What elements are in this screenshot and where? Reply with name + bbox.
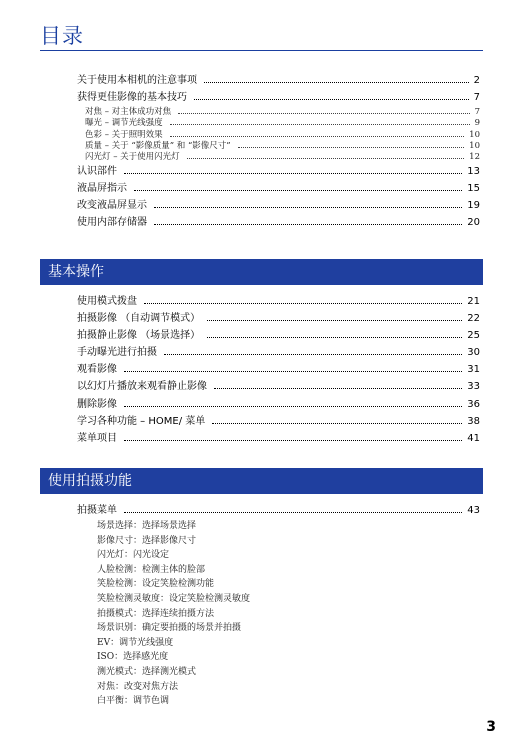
toc-entry-page: 41 (467, 432, 480, 444)
toc-entry[interactable] (77, 163, 480, 180)
toc-entry-label: 拍摄影像 （自动调节模式） (77, 313, 201, 325)
leader-dots (207, 327, 462, 338)
toc-entry-label: 拍摄菜单 (77, 505, 117, 516)
leader-dots (124, 163, 462, 174)
toc-entry-label: 液晶屏指示 (77, 182, 127, 194)
menu-item-description: 拍摄模式：选择连续拍摄方法 (97, 608, 215, 619)
leader-dots (124, 396, 462, 407)
section-header-basic-operations: 基本操作 (40, 259, 483, 285)
leader-dots (194, 89, 469, 100)
toc-entry-page: 31 (467, 364, 480, 376)
toc-entry[interactable] (77, 72, 480, 89)
menu-item-description: 闪光灯：闪光设定 (97, 550, 170, 561)
toc-entry-page: 38 (467, 415, 480, 427)
toc-subentry-page: 12 (469, 152, 480, 163)
toc-subentry-page: 10 (469, 129, 480, 140)
menu-item-description: EV：调节光线强度 (97, 637, 174, 648)
toc-entry[interactable] (77, 214, 480, 231)
section-header-shooting-functions: 使用拍摄功能 (40, 468, 483, 494)
toc-entry-label: 使用内部存储器 (77, 216, 147, 228)
toc-entry[interactable] (77, 327, 480, 344)
menu-item-description: 人脸检测：检测主体的脸部 (97, 564, 206, 575)
menu-item-description: 对焦：改变对焦方法 (97, 681, 179, 692)
leader-dots (204, 72, 469, 83)
toc-entry-label: 学习各种功能 – HOME/ 菜单 (77, 415, 206, 427)
leader-dots (207, 310, 462, 321)
leader-dots (144, 293, 462, 304)
page-number: 3 (486, 719, 496, 735)
toc-subentry[interactable] (77, 140, 480, 151)
toc-subentry[interactable] (77, 151, 480, 162)
toc-entry-page: 43 (467, 505, 480, 516)
menu-item-description: 测光模式：选择测光模式 (97, 667, 197, 678)
toc-entry[interactable] (77, 413, 480, 430)
toc-entry-label: 关于使用本相机的注意事项 (77, 75, 197, 86)
toc-entry-label: 菜单项目 (77, 432, 117, 444)
toc-subentry-label: 对焦 – 对主体成功对焦 (85, 107, 172, 118)
toc-entry[interactable] (77, 89, 480, 106)
menu-item-description: 笑脸检测灵敏度：设定笑脸检测灵敏度 (97, 594, 251, 605)
toc-entry-label: 删除影像 (77, 398, 117, 410)
toc-subentry-label: 闪光灯 – 关于使用闪光灯 (85, 152, 180, 163)
toc-entry-page: 33 (467, 381, 480, 393)
leader-dots (170, 117, 470, 125)
toc-subentry-label: 色彩 – 关于照明效果 (85, 129, 163, 140)
toc-section-2 (77, 293, 480, 447)
toc-entry-label: 使用模式拨盘 (77, 296, 137, 307)
toc-entry-page: 15 (467, 182, 480, 194)
toc-subentry[interactable] (77, 129, 480, 140)
toc-subentry[interactable] (77, 117, 480, 128)
toc-subentry-page: 9 (474, 118, 480, 129)
toc-entry-page: 19 (467, 199, 480, 211)
menu-item-description: 影像尺寸：选择影像尺寸 (97, 535, 197, 546)
menu-item-description: 白平衡：调节色调 (97, 696, 170, 707)
leader-dots (124, 430, 462, 441)
toc-subentry-label: 曝光 – 调节光线强度 (85, 118, 163, 129)
leader-dots (154, 214, 462, 225)
toc-entry[interactable] (77, 361, 480, 378)
toc-entry-page: 22 (467, 313, 480, 325)
menu-item-description: 场景识别：确定要拍摄的场景并拍摄 (97, 623, 242, 634)
toc-entry-page: 30 (467, 347, 480, 359)
toc-entry-page: 7 (473, 92, 480, 104)
leader-dots (134, 180, 462, 191)
page-title: 目录 (40, 24, 84, 48)
toc-entry[interactable] (77, 502, 480, 519)
leader-dots (124, 502, 462, 513)
toc-subentry-page: 7 (474, 107, 480, 118)
toc-entry-label: 改变液晶屏显示 (77, 199, 147, 211)
leader-dots (178, 106, 469, 114)
toc-entry[interactable] (77, 344, 480, 361)
toc-entry[interactable] (77, 378, 480, 395)
leader-dots (214, 378, 462, 389)
leader-dots (124, 361, 462, 372)
toc-entry-page: 20 (467, 216, 480, 228)
toc-entry-label: 以幻灯片播放来观看静止影像 (77, 381, 207, 393)
toc-entry[interactable] (77, 430, 480, 447)
toc-entry-label: 手动曝光进行拍摄 (77, 347, 157, 359)
toc-subentry-label: 质量 – 关于 “影像质量” 和 “影像尺寸” (85, 141, 231, 152)
toc-entry-page: 21 (467, 296, 480, 307)
toc-section-1 (77, 72, 480, 231)
toc-entry-page: 13 (467, 165, 480, 177)
leader-dots (170, 129, 465, 137)
leader-dots (164, 344, 462, 355)
toc-entry-label: 获得更佳影像的基本技巧 (77, 92, 187, 104)
toc-entry-label: 拍摄静止影像 （场景选择） (77, 330, 201, 342)
toc-entry-page: 2 (473, 75, 480, 86)
menu-item-description: 笑脸检测：设定笑脸检测功能 (97, 579, 215, 590)
toc-entry-page: 36 (467, 398, 480, 410)
toc-entry-page: 25 (467, 330, 480, 342)
leader-dots (212, 413, 462, 424)
leader-dots (187, 151, 465, 159)
leader-dots (238, 140, 465, 148)
toc-entry[interactable] (77, 197, 480, 214)
toc-entry-label: 观看影像 (77, 364, 117, 376)
toc-entry[interactable] (77, 293, 480, 310)
toc-entry[interactable] (77, 310, 480, 327)
leader-dots (154, 197, 462, 208)
toc-entry[interactable] (77, 180, 480, 197)
toc-subentry[interactable] (77, 106, 480, 117)
menu-item-description: 场景选择：选择场景选择 (97, 521, 197, 532)
toc-entry-label: 认识部件 (77, 165, 117, 177)
toc-entry[interactable] (77, 396, 480, 413)
title-divider (40, 50, 483, 51)
menu-item-description: ISO：选择感光度 (97, 652, 169, 663)
toc-section-3 (77, 502, 480, 709)
toc-subentry-page: 10 (469, 141, 480, 152)
